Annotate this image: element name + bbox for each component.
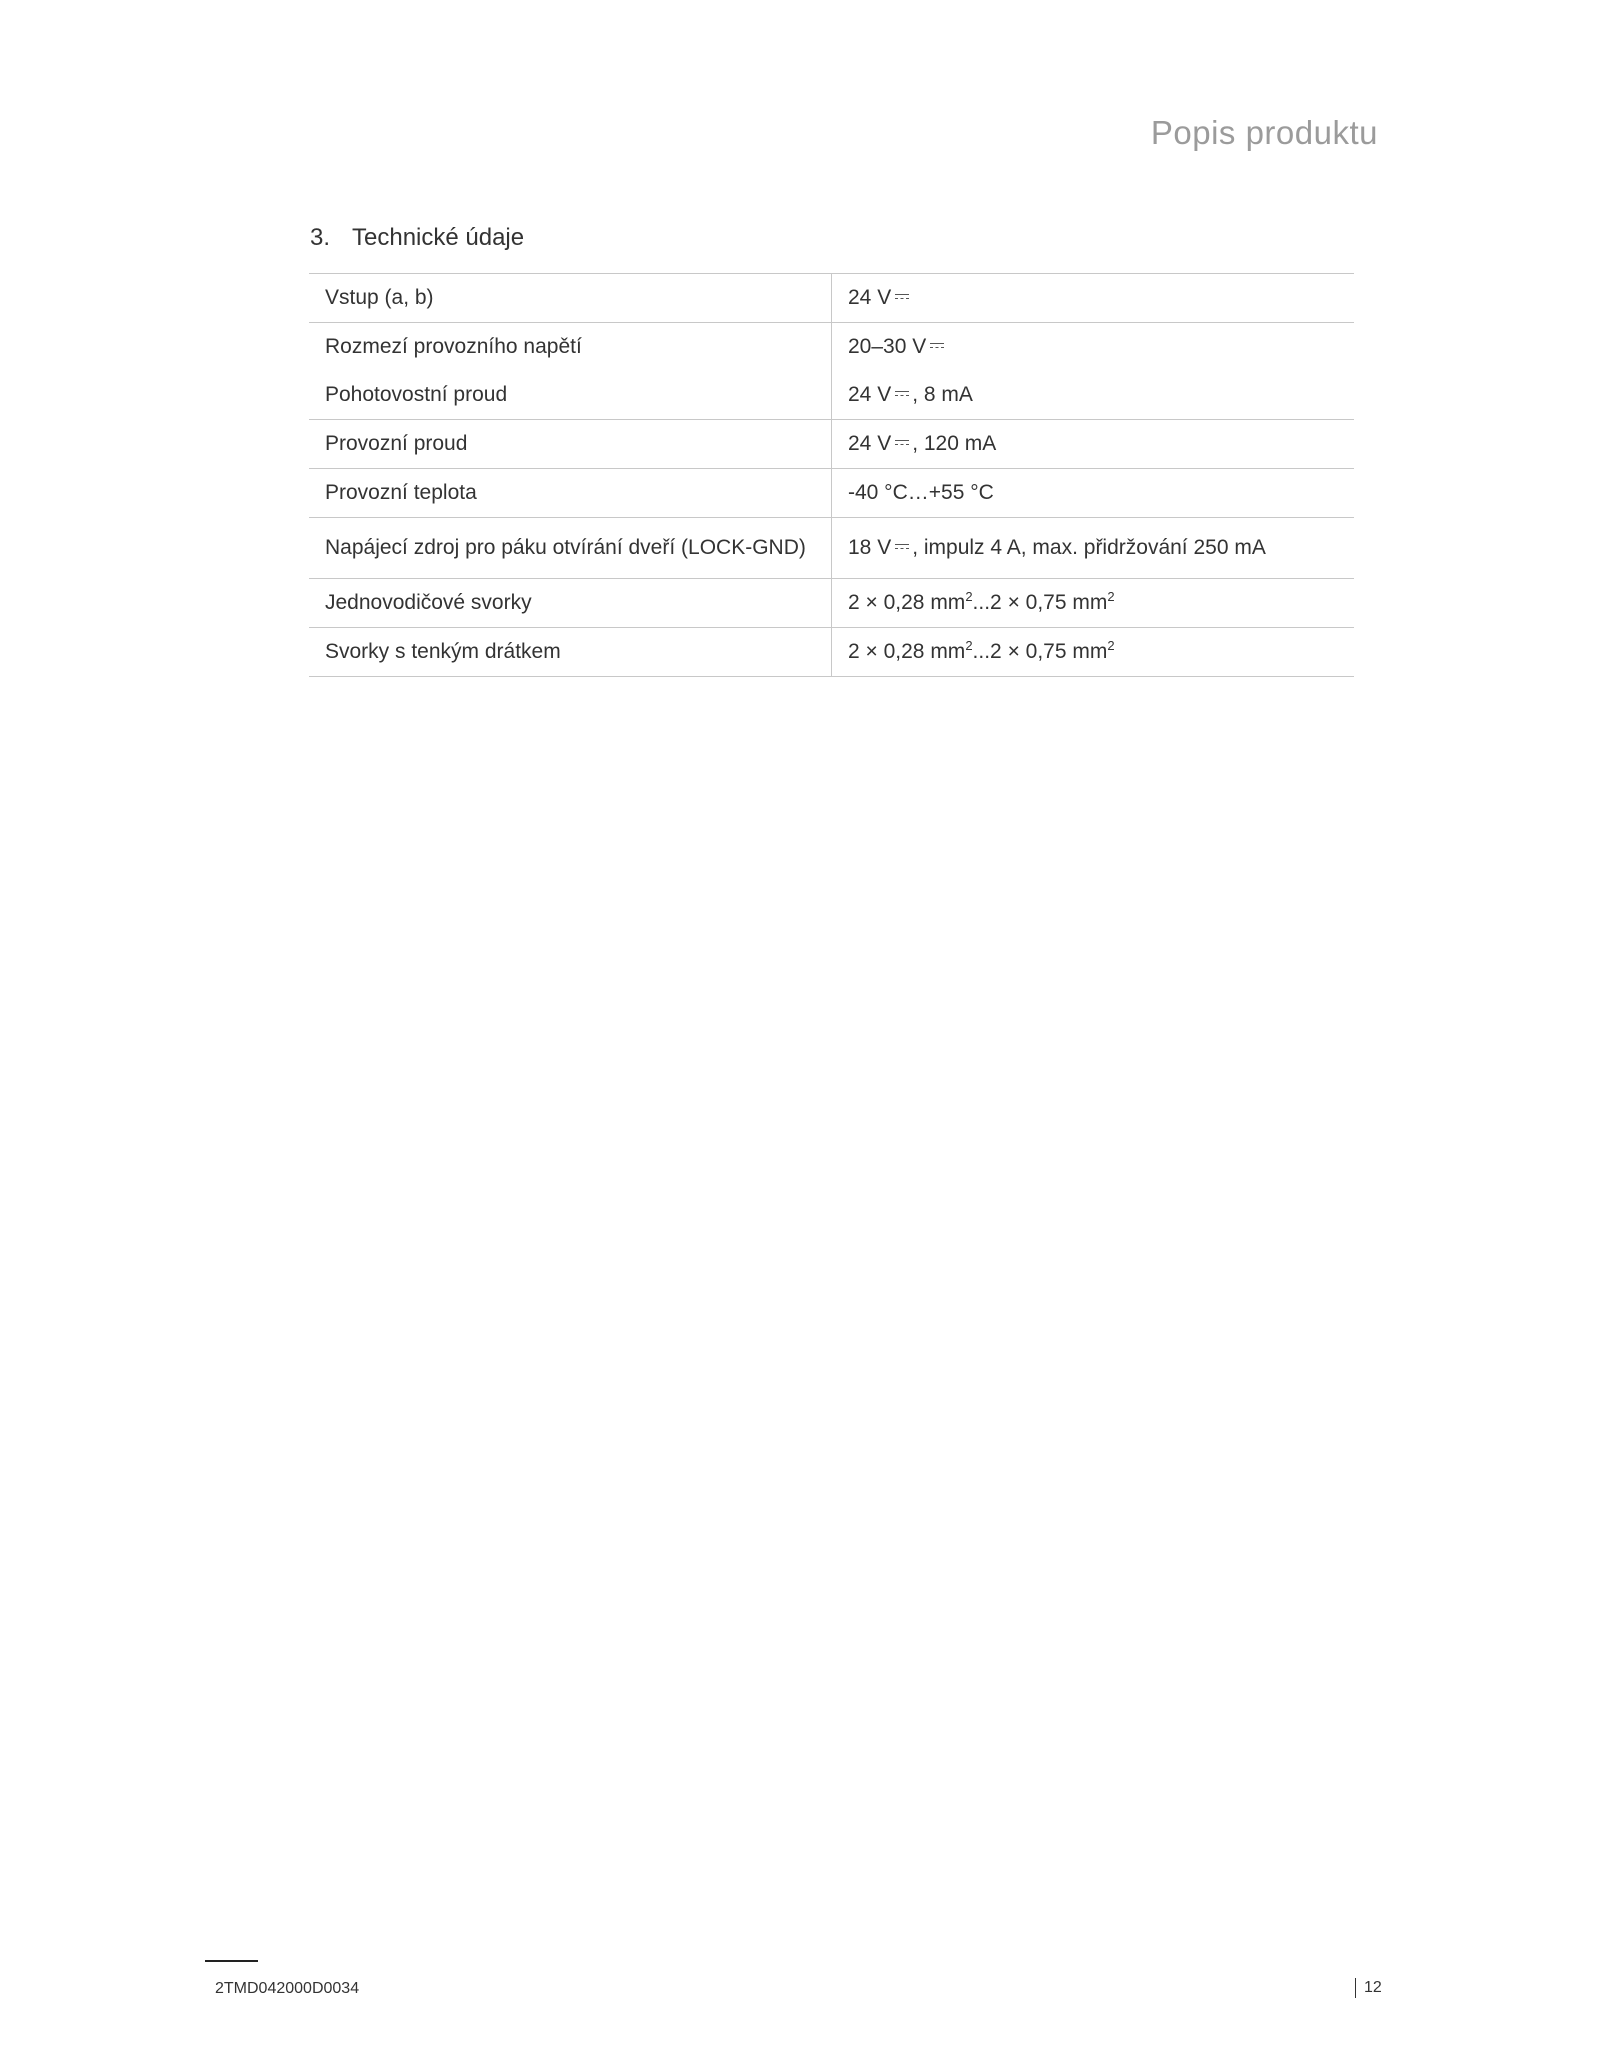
spec-label: Provozní proud [309, 420, 832, 469]
spec-value: 24 V , 120 mA [848, 432, 997, 455]
spec-label: Pohotovostní proud [309, 371, 832, 420]
spec-label: Jednovodičové svorky [309, 579, 832, 628]
spec-value: 18 V , impulz 4 A, max. přidržování 250 mA [848, 536, 1266, 559]
footer-rule [205, 1960, 258, 1962]
spec-label: Svorky s tenkým drátkem [309, 628, 832, 677]
table-row [309, 469, 1354, 518]
dc-symbol-icon [895, 391, 909, 397]
dc-symbol-icon [895, 294, 909, 300]
spec-label: Vstup (a, b) [309, 274, 832, 323]
page-number: 12 [1355, 1978, 1382, 1998]
table-row [309, 371, 1354, 420]
table-row [309, 274, 1354, 323]
table-row [309, 518, 1354, 579]
table-row [309, 420, 1354, 469]
table-row [309, 323, 1354, 372]
dc-symbol-icon [895, 544, 909, 550]
section-number: 3. [310, 224, 331, 251]
document-id: 2TMD042000D0034 [215, 1980, 360, 1997]
spec-value: 20–30 V [832, 323, 1355, 372]
section-heading [310, 224, 524, 252]
spec-value: 24 V [832, 274, 1355, 323]
dc-symbol-icon [930, 343, 944, 349]
page-header-title: Popis produktu [1150, 114, 1378, 151]
spec-value: 2 × 0,28 $mm^2...2 \times 0,75$ $mm^2$ [848, 589, 1115, 614]
spec-value: 2 × 0,28 $mm^2...2 \times 0,75$ $mm^2$ [848, 638, 1115, 663]
spec-label: Rozmezí provozního napětí [309, 323, 832, 372]
technical-data-table [309, 273, 1354, 677]
dc-symbol-icon [895, 440, 909, 446]
section-title: Technické údaje [352, 224, 525, 251]
spec-value: -40 °C…+55 °C [848, 481, 994, 504]
spec-value: 24 V , 8 mA [848, 383, 973, 406]
spec-label: Napájecí zdroj pro páku otvírání dveří (LOCK-GND) [309, 518, 832, 579]
table-row [309, 579, 1354, 628]
table-row [309, 628, 1354, 677]
spec-label: Provozní teplota [309, 469, 832, 518]
